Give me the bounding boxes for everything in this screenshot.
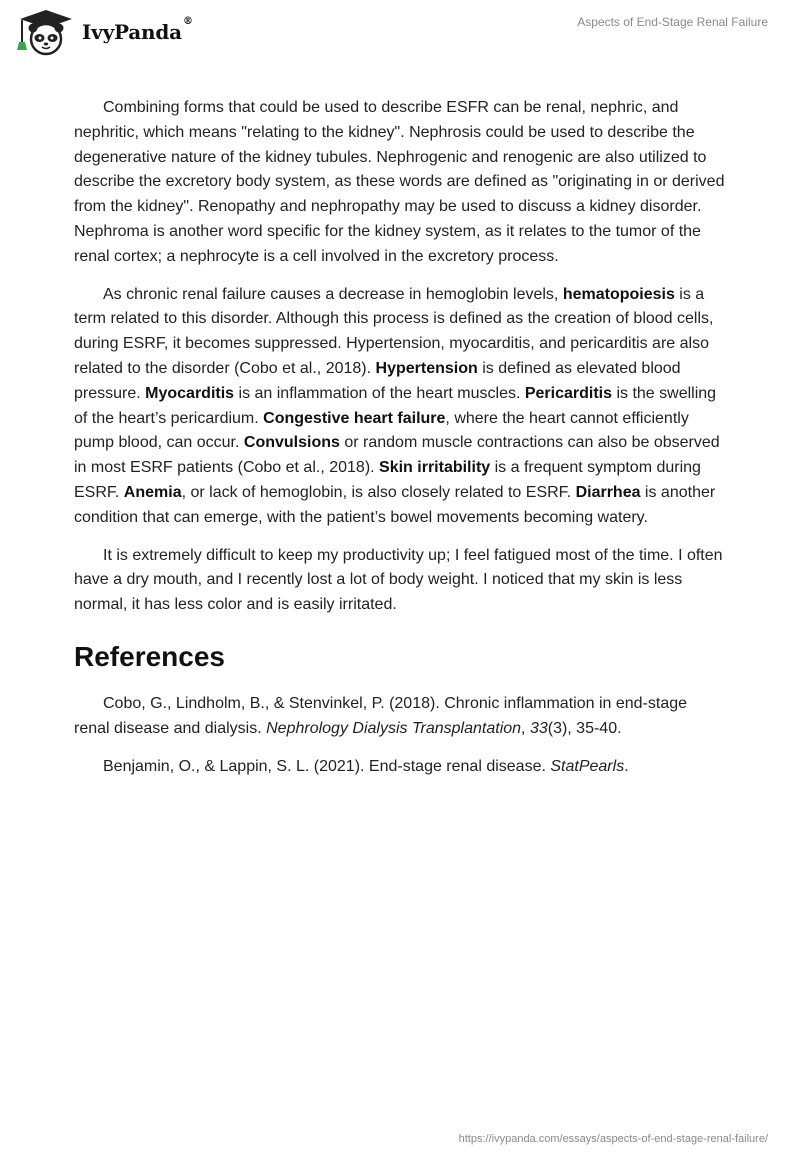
bold-term: Pericarditis	[524, 384, 613, 402]
bold-term: Skin irritability	[379, 459, 491, 477]
registered-mark: ®	[182, 16, 193, 27]
body-paragraph	[74, 96, 726, 270]
italic-text: 33	[529, 719, 548, 737]
text-run: Benjamin, O., & Lappin, S. L. (2021). End-stage renal disease.	[103, 757, 551, 775]
panda-graduate-logo-icon	[16, 8, 76, 56]
text-run: is an inflammation of the heart muscles.	[234, 384, 525, 402]
reference-entry	[74, 692, 726, 742]
page-header	[0, 0, 800, 60]
text-run: ,	[521, 719, 530, 737]
brand-name: IvyPanda®	[82, 16, 193, 44]
text-run: Combining forms that could be used to describe ESFR can be renal, nephric, and nephritic, which means "relating to the kidney". Nephrosis could be used to describe the degenerative nature of the kidney tubules. Nephrogenic and renogenic are also utilized to describe the excretory body system, as these words are defined as "originating in or derived from the kidney". Renopathy and nephropathy may be used to discuss a kidney disorder. Nephroma is another word specific for the kidney system, as it relates to the tumor of the renal cortex; a nephrocyte is a cell involved in the excretory process.	[74, 99, 725, 265]
bold-term: Hypertension	[375, 359, 478, 377]
text-run: , or lack of hemoglobin, is also closely related to ESRF.	[181, 483, 576, 501]
text-run: is the swelling of the heart’s pericardium.	[74, 384, 717, 427]
text-run: (3), 35-40.	[547, 719, 622, 737]
text-run: .	[624, 757, 629, 775]
text-run: , where the heart cannot efficiently pump blood, can occur.	[74, 409, 689, 452]
essay-body	[74, 96, 726, 792]
text-run: As chronic renal failure causes a decrease in hemoglobin levels,	[103, 285, 563, 303]
body-paragraph	[74, 283, 726, 531]
text-run: Cobo, G., Lindholm, B., & Stenvinkel, P. (2018). Chronic inflammation in end-stage renal disease and dialysis.	[74, 694, 688, 737]
text-run: It is extremely difficult to keep my productivity up; I feel fatigued most of the time. I often have a dry mouth, and I recently lost a lot of body weight. I noticed that my skin is less normal, it has less color and is easily irritated.	[74, 546, 723, 614]
text-run: is a term related to this disorder. Although this process is defined as the creation of blood cells, during ESRF, it becomes suppressed. Hypertension, myocarditis, and pericarditis are also related to the disorder (Cobo et al., 2018).	[74, 285, 714, 377]
italic-text: Nephrology Dialysis Transplantation	[266, 719, 522, 737]
bold-term: Anemia	[123, 483, 182, 501]
brand-logo[interactable]	[16, 8, 193, 56]
text-run: is a frequent symptom during ESRF.	[74, 459, 701, 501]
italic-text: StatPearls	[550, 757, 625, 775]
bold-term: Myocarditis	[145, 384, 235, 402]
bold-term: Diarrhea	[575, 483, 641, 501]
references-list	[74, 692, 726, 779]
source-url[interactable]: https://ivypanda.com/essays/aspects-of-end-stage-renal-failure/	[458, 1133, 768, 1145]
references-heading: References	[74, 640, 225, 672]
paragraphs-container	[74, 96, 726, 618]
text-run: is defined as elevated blood pressure.	[74, 359, 681, 402]
bold-term: Congestive heart failure	[263, 409, 446, 427]
body-paragraph	[74, 544, 726, 618]
text-run: or random muscle contractions can also be observed in most ESRF patients (Cobo et al., 2018).	[74, 434, 720, 477]
document-title: Aspects of End-Stage Renal Failure	[577, 15, 768, 29]
text-run: is another condition that can emerge, with the patient’s bowel movements becoming watery.	[74, 483, 716, 526]
bold-term: Convulsions	[243, 434, 340, 452]
reference-entry	[74, 755, 726, 780]
bold-term: hematopoiesis	[562, 285, 675, 303]
